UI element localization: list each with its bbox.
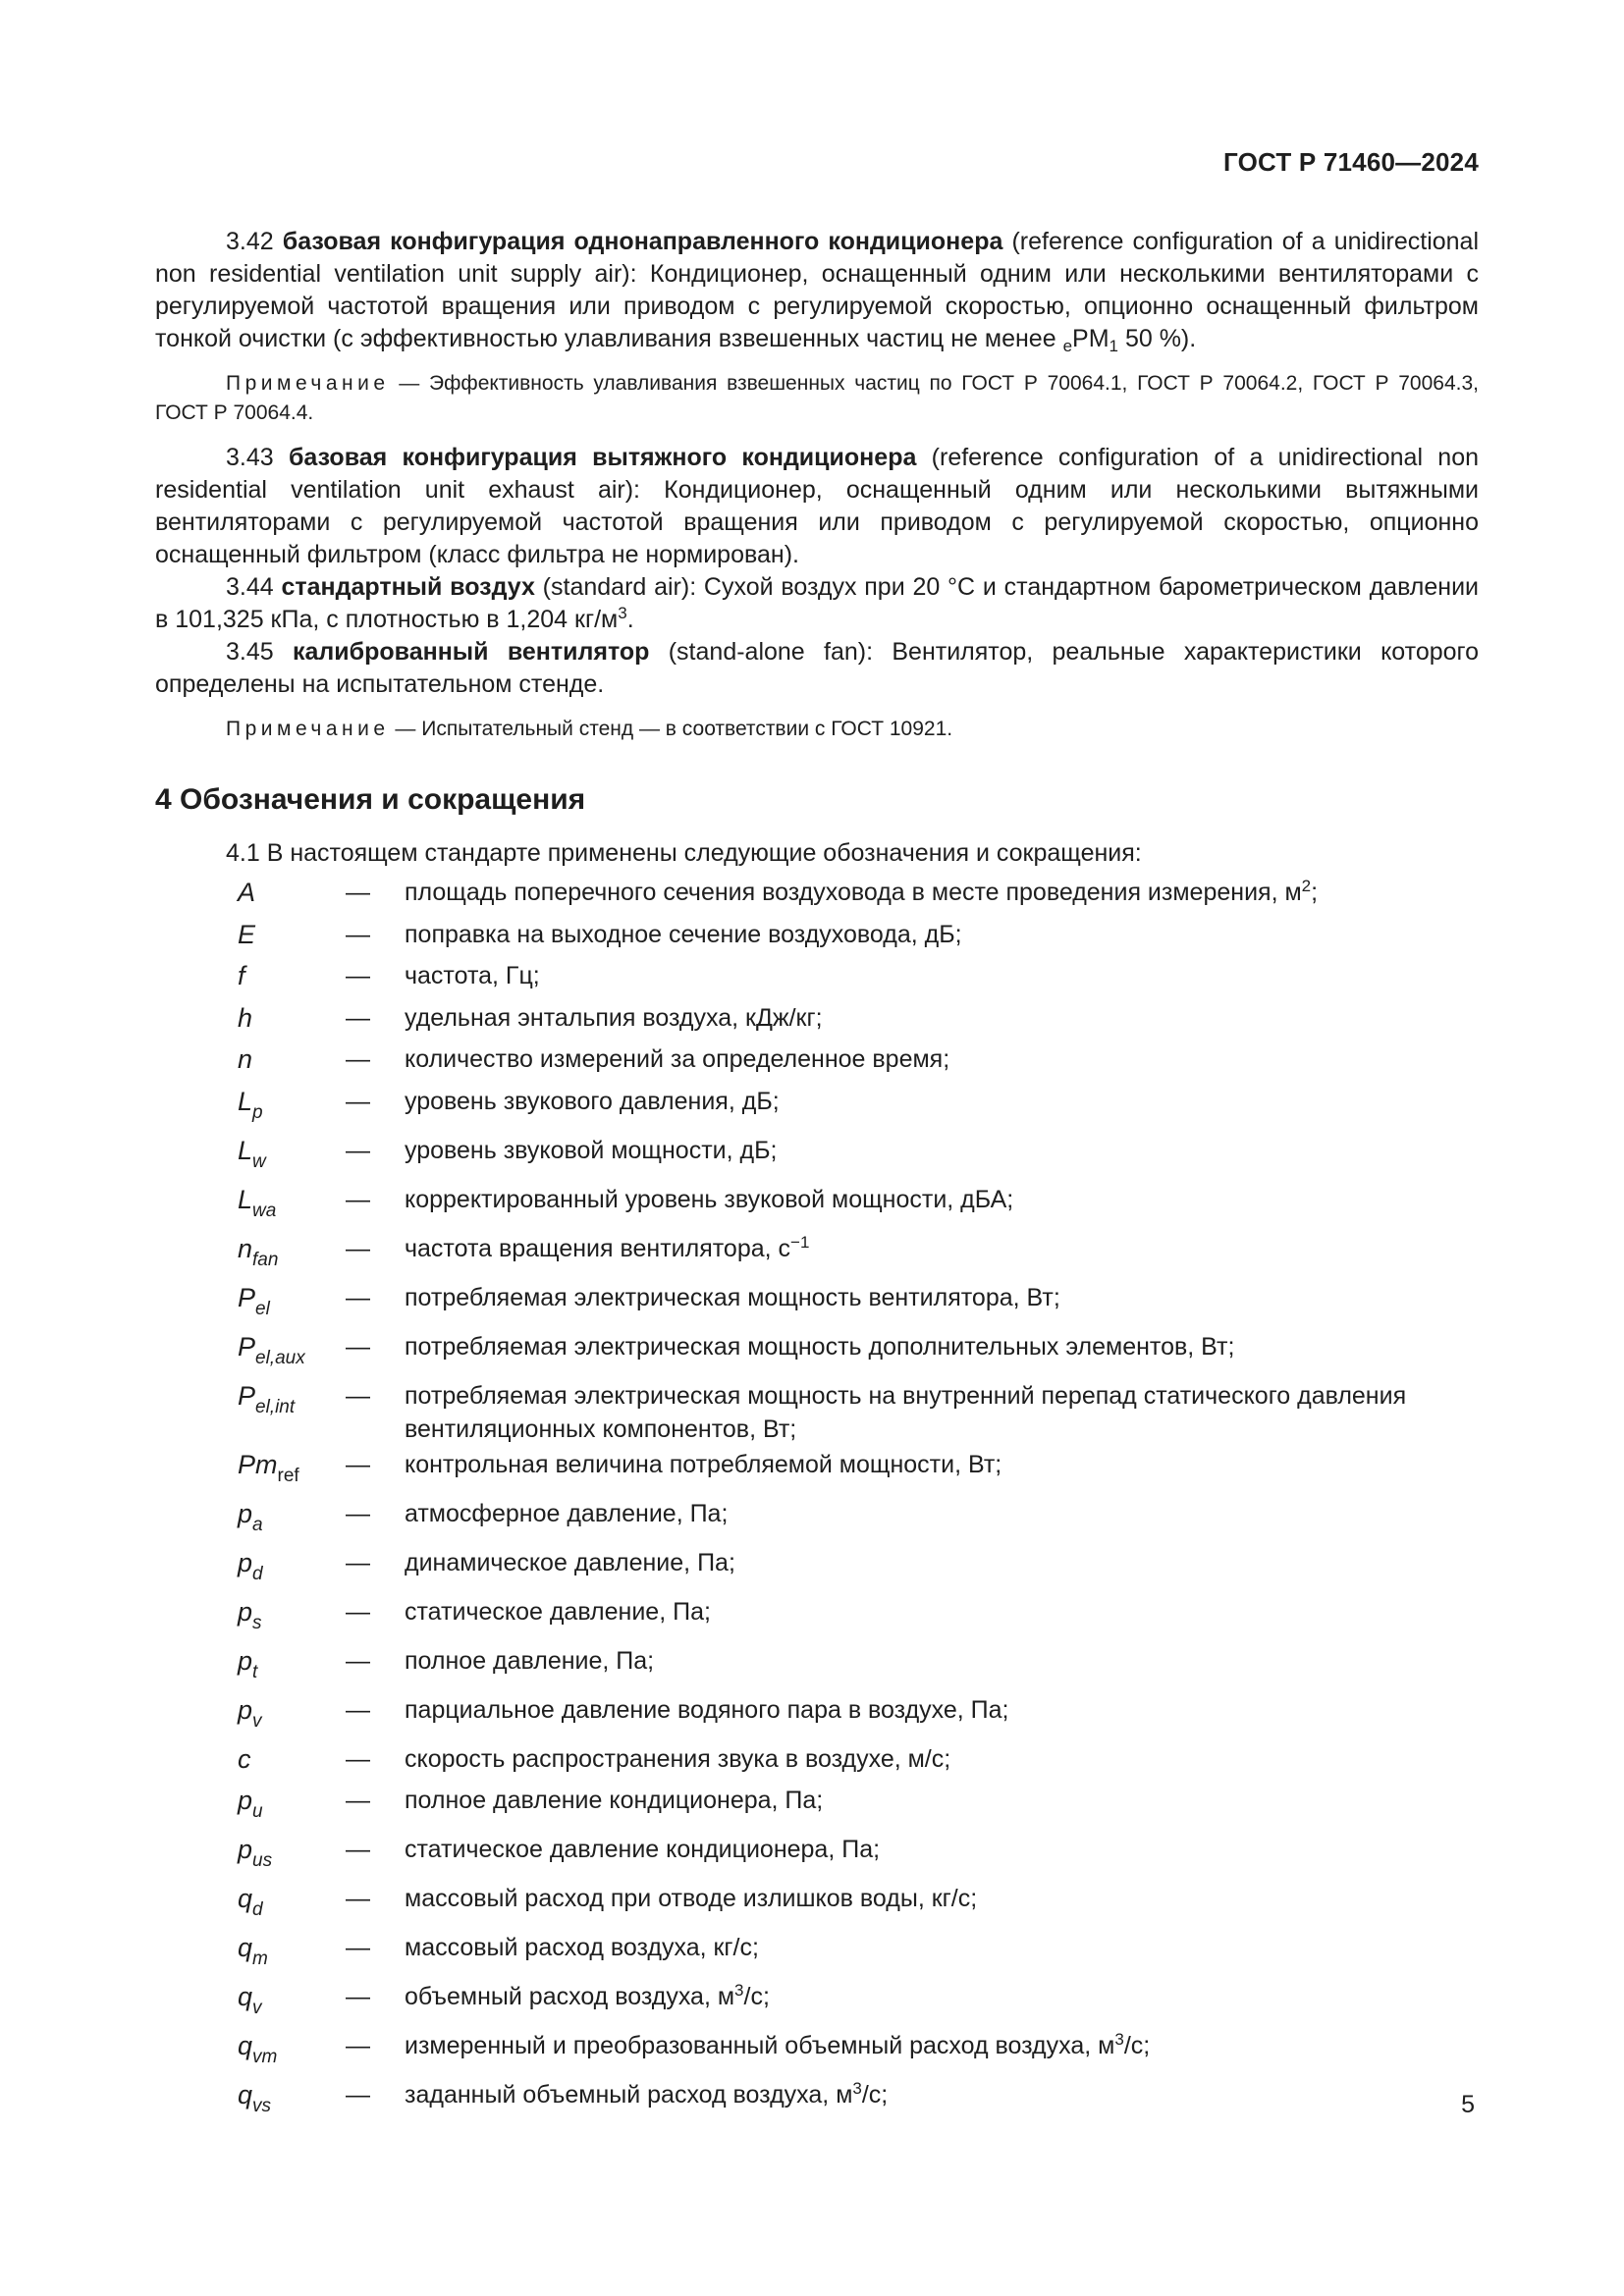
symbol-row	[155, 1230, 1479, 1279]
symbols-list	[155, 874, 1479, 2125]
symbol-definition: полное давление кондиционера, Па;	[405, 1787, 824, 1814]
symbol-dash: —	[346, 1983, 370, 2010]
definition-3-44: 3.44 стандартный воздух (standard air): Сухой воздух при 20 °С и стандартном барометрическом давлении в 101,325 кПа, с плотностью в 1,204 $кг/м^3$.	[155, 573, 1480, 633]
symbol-dash: —	[346, 1381, 370, 1410]
clause-number: 3.45	[226, 638, 274, 666]
symbol-dash: —	[346, 2081, 370, 2109]
symbol-dash: —	[346, 1332, 370, 1361]
symbol-notation: $L_p$	[238, 1086, 263, 1123]
symbol-row	[155, 1181, 1479, 1230]
symbol-notation: $q_{vm}$	[238, 2031, 278, 2067]
symbol-dash: —	[346, 962, 370, 989]
symbol-definition: потребляемая электрическая мощность вентилятора, Вт;	[405, 1283, 1060, 1311]
symbol-definition: массовый расход при отводе излишков воды, кг/с;	[405, 1885, 978, 1912]
document-header-id: ГОСТ Р 71460—2024	[1223, 147, 1479, 177]
symbol-row	[155, 1880, 1479, 1929]
symbol-row	[155, 916, 1479, 958]
definition-term: базовая конфигурация однонаправленного кондиционера	[282, 228, 1003, 255]
symbol-row	[155, 1377, 1479, 1446]
symbol-row	[155, 1041, 1479, 1083]
symbol-dash: —	[346, 879, 370, 906]
definition-text: (standard air): Сухой воздух при 20 °С и стандартном барометрическом давлении в 101,325 кПа, с плотностью в 1,204 кг/м	[155, 573, 1480, 633]
symbol-dash: —	[346, 1597, 370, 1626]
symbol-dash: —	[346, 1234, 370, 1262]
symbol-notation: $p_t$	[238, 1645, 258, 1682]
definition-3-45	[155, 636, 1479, 701]
symbol-row	[155, 1782, 1479, 1831]
symbol-dash: —	[346, 1695, 370, 1724]
definition-term: калиброванный вентилятор	[293, 638, 650, 666]
symbol-definition: полное давление, Па;	[405, 1646, 655, 1675]
symbol-notation: $q_{vs}$	[238, 2080, 272, 2116]
symbol-row	[155, 1740, 1479, 1783]
symbol-row	[155, 1831, 1479, 1880]
note-1	[155, 369, 1479, 428]
symbol-dash: —	[346, 1450, 370, 1478]
symbol-row	[155, 1083, 1479, 1132]
symbol-dash: —	[346, 1885, 370, 1912]
definition-3-42	[155, 226, 1479, 355]
symbol-row	[155, 1544, 1479, 1593]
symbol-dash: —	[346, 920, 370, 948]
symbol-notation: A	[238, 878, 256, 907]
symbol-notation: $p_a$	[238, 1498, 263, 1535]
symbol-dash: —	[346, 1087, 370, 1115]
pm-symbol: $_ePM_1$	[1062, 325, 1118, 355]
symbol-definition: скорость распространения звука в воздухе, м/с;	[405, 1744, 951, 1773]
document-body	[155, 226, 1479, 2125]
symbol-row	[155, 1642, 1479, 1691]
clause-number: 3.43	[226, 444, 274, 471]
definition-3-43	[155, 442, 1479, 571]
symbol-definition: контрольная величина потребляемой мощности, Вт;	[405, 1450, 1002, 1478]
symbol-notation: $p_v$	[238, 1694, 262, 1732]
definition-term: базовая конфигурация вытяжного кондиционера	[288, 444, 917, 471]
symbol-definition: объемный расход воздуха, $м^3/с$;	[405, 1981, 770, 2010]
symbol-notation: $p_d$	[238, 1547, 263, 1584]
symbol-notation: $P_{el,int}$	[238, 1380, 296, 1417]
symbol-row	[155, 1978, 1479, 2027]
symbol-definition: потребляемая электрическая мощность на внутренний перепад статического давления вентиляционных компонентов, Вт;	[405, 1381, 1407, 1443]
symbol-notation: $q_d$	[238, 1884, 263, 1920]
symbol-definition: статическое давление, Па;	[405, 1597, 711, 1626]
symbol-notation: $p_s$	[238, 1596, 262, 1633]
note-2	[155, 715, 1479, 744]
symbol-definition: потребляемая электрическая мощность дополнительных элементов, Вт;	[405, 1332, 1235, 1361]
symbol-notation: n	[238, 1044, 253, 1074]
symbol-definition: атмосферное давление, Па;	[405, 1499, 729, 1527]
symbol-definition: массовый расход воздуха, кг/с;	[405, 1934, 759, 1961]
symbol-dash: —	[346, 1744, 370, 1773]
symbol-definition: уровень звукового давления, дБ;	[405, 1087, 780, 1115]
symbol-definition: частота вращения вентилятора, $с^{-1}$	[405, 1232, 810, 1262]
symbol-row	[155, 2076, 1479, 2125]
symbol-row	[155, 1132, 1479, 1181]
clause-number: 3.44	[226, 573, 274, 601]
symbol-dash: —	[346, 1185, 370, 1213]
symbol-dash: —	[346, 1136, 370, 1164]
symbol-row	[155, 1929, 1479, 1978]
symbol-row	[155, 1691, 1479, 1740]
symbol-notation: c	[238, 1743, 251, 1774]
definition-term: стандартный воздух	[281, 573, 535, 601]
symbol-definition: измеренный и преобразованный объемный расход воздуха, $м^3/с$;	[405, 2030, 1151, 2059]
symbol-definition: удельная энтальпия воздуха, кДж/кг;	[405, 1003, 823, 1032]
symbol-notation: $L_{wa}$	[238, 1184, 277, 1221]
symbol-notation: $p_{us}$	[238, 1835, 273, 1871]
symbol-dash: —	[346, 1045, 370, 1073]
symbol-notation: $n_{fan}$	[238, 1233, 279, 1270]
symbol-definition: поправка на выходное сечение воздуховода, дБ;	[405, 920, 962, 948]
section-4-intro: 4.1 В настоящем стандарте применены следующие обозначения и сокращения:	[226, 839, 1142, 867]
definition-text: (stand-alone fan): Вентилятор, реальные характеристики которого определены на испытательном стенде.	[155, 638, 1479, 698]
symbol-dash: —	[346, 1283, 370, 1311]
symbol-dash: —	[346, 1499, 370, 1527]
symbol-definition: парциальное давление водяного пара в воздухе, Па;	[405, 1695, 1009, 1724]
symbol-notation: f	[238, 961, 245, 990]
symbol-dash: —	[346, 1003, 370, 1032]
symbol-notation: E	[238, 919, 256, 949]
definition-text: (reference configuration of a unidirectional non residential ventilation unit supply air): Кондиционер, оснащенный одним или несколькими вентиляторами с регулируемой частотой вращения или приводом с регулируемой скоростью, опционно оснащенный фильтром тонкой очистки (с эффективностью улавливания взвешенных частиц не менее	[155, 228, 1480, 352]
symbol-notation: $Pm_{ref}$	[238, 1449, 299, 1486]
symbol-notation: $L_w$	[238, 1135, 266, 1172]
symbol-dash: —	[346, 1934, 370, 1961]
definition-text-end: 50 %).	[1118, 325, 1197, 352]
definition-text: (reference configuration of a unidirectional non residential ventilation unit exhaust air): Кондиционер, оснащенный одним или несколькими вытяжными вентиляторами с регулируемой частотой вращения или приводом с регулируемой скоростью, опционно оснащенный фильтром (класс фильтра не нормирован).	[155, 444, 1480, 568]
symbol-dash: —	[346, 1646, 370, 1675]
note-label: Примечание	[226, 718, 390, 740]
symbol-definition: уровень звуковой мощности, дБ;	[405, 1136, 778, 1164]
symbol-dash: —	[346, 1836, 370, 1863]
section-4-heading: 4 Обозначения и сокращения	[155, 783, 586, 816]
clause-number: 3.42	[226, 228, 274, 255]
symbol-definition: корректированный уровень звуковой мощности, дБА;	[405, 1185, 1014, 1213]
symbol-definition: заданный объемный расход воздуха, $м^3/с$;	[405, 2079, 889, 2109]
symbol-notation: h	[238, 1002, 253, 1033]
symbol-row	[155, 874, 1479, 916]
symbol-row	[155, 1495, 1479, 1544]
symbol-dash: —	[346, 1548, 370, 1576]
symbol-notation: $q_m$	[238, 1933, 268, 1969]
symbol-definition: статическое давление кондиционера, Па;	[405, 1836, 881, 1863]
symbol-row	[155, 1328, 1479, 1377]
symbol-row	[155, 2027, 1479, 2076]
note-label: Примечание	[226, 372, 390, 395]
page-number: 5	[1461, 2091, 1475, 2118]
symbol-dash: —	[346, 1787, 370, 1814]
symbol-definition: количество измерений за определенное время;	[405, 1045, 950, 1073]
symbol-notation: $P_{el,aux}$	[238, 1331, 305, 1368]
symbol-row	[155, 1446, 1479, 1495]
symbol-row	[155, 1593, 1479, 1642]
symbol-definition: площадь поперечного сечения воздуховода в месте проведения измерения, $м^2$;	[405, 877, 1319, 906]
symbol-row	[155, 1279, 1479, 1328]
symbol-notation: $q_v$	[238, 1982, 262, 2018]
symbol-row	[155, 999, 1479, 1041]
symbol-row	[155, 957, 1479, 999]
symbol-definition: частота, Гц;	[405, 962, 540, 989]
symbol-notation: $P_{el}$	[238, 1282, 270, 1319]
symbol-notation: $p_u$	[238, 1786, 263, 1822]
symbol-dash: —	[346, 2032, 370, 2059]
symbol-definition: динамическое давление, Па;	[405, 1548, 735, 1576]
note-text: — Испытательный стенд — в соответствии с ГОСТ 10921.	[389, 718, 953, 740]
note-text: — Эффективность улавливания взвешенных частиц по ГОСТ Р 70064.1, ГОСТ Р 70064.2, ГОСТ Р 70064.3, ГОСТ Р 70064.4.	[155, 372, 1479, 424]
